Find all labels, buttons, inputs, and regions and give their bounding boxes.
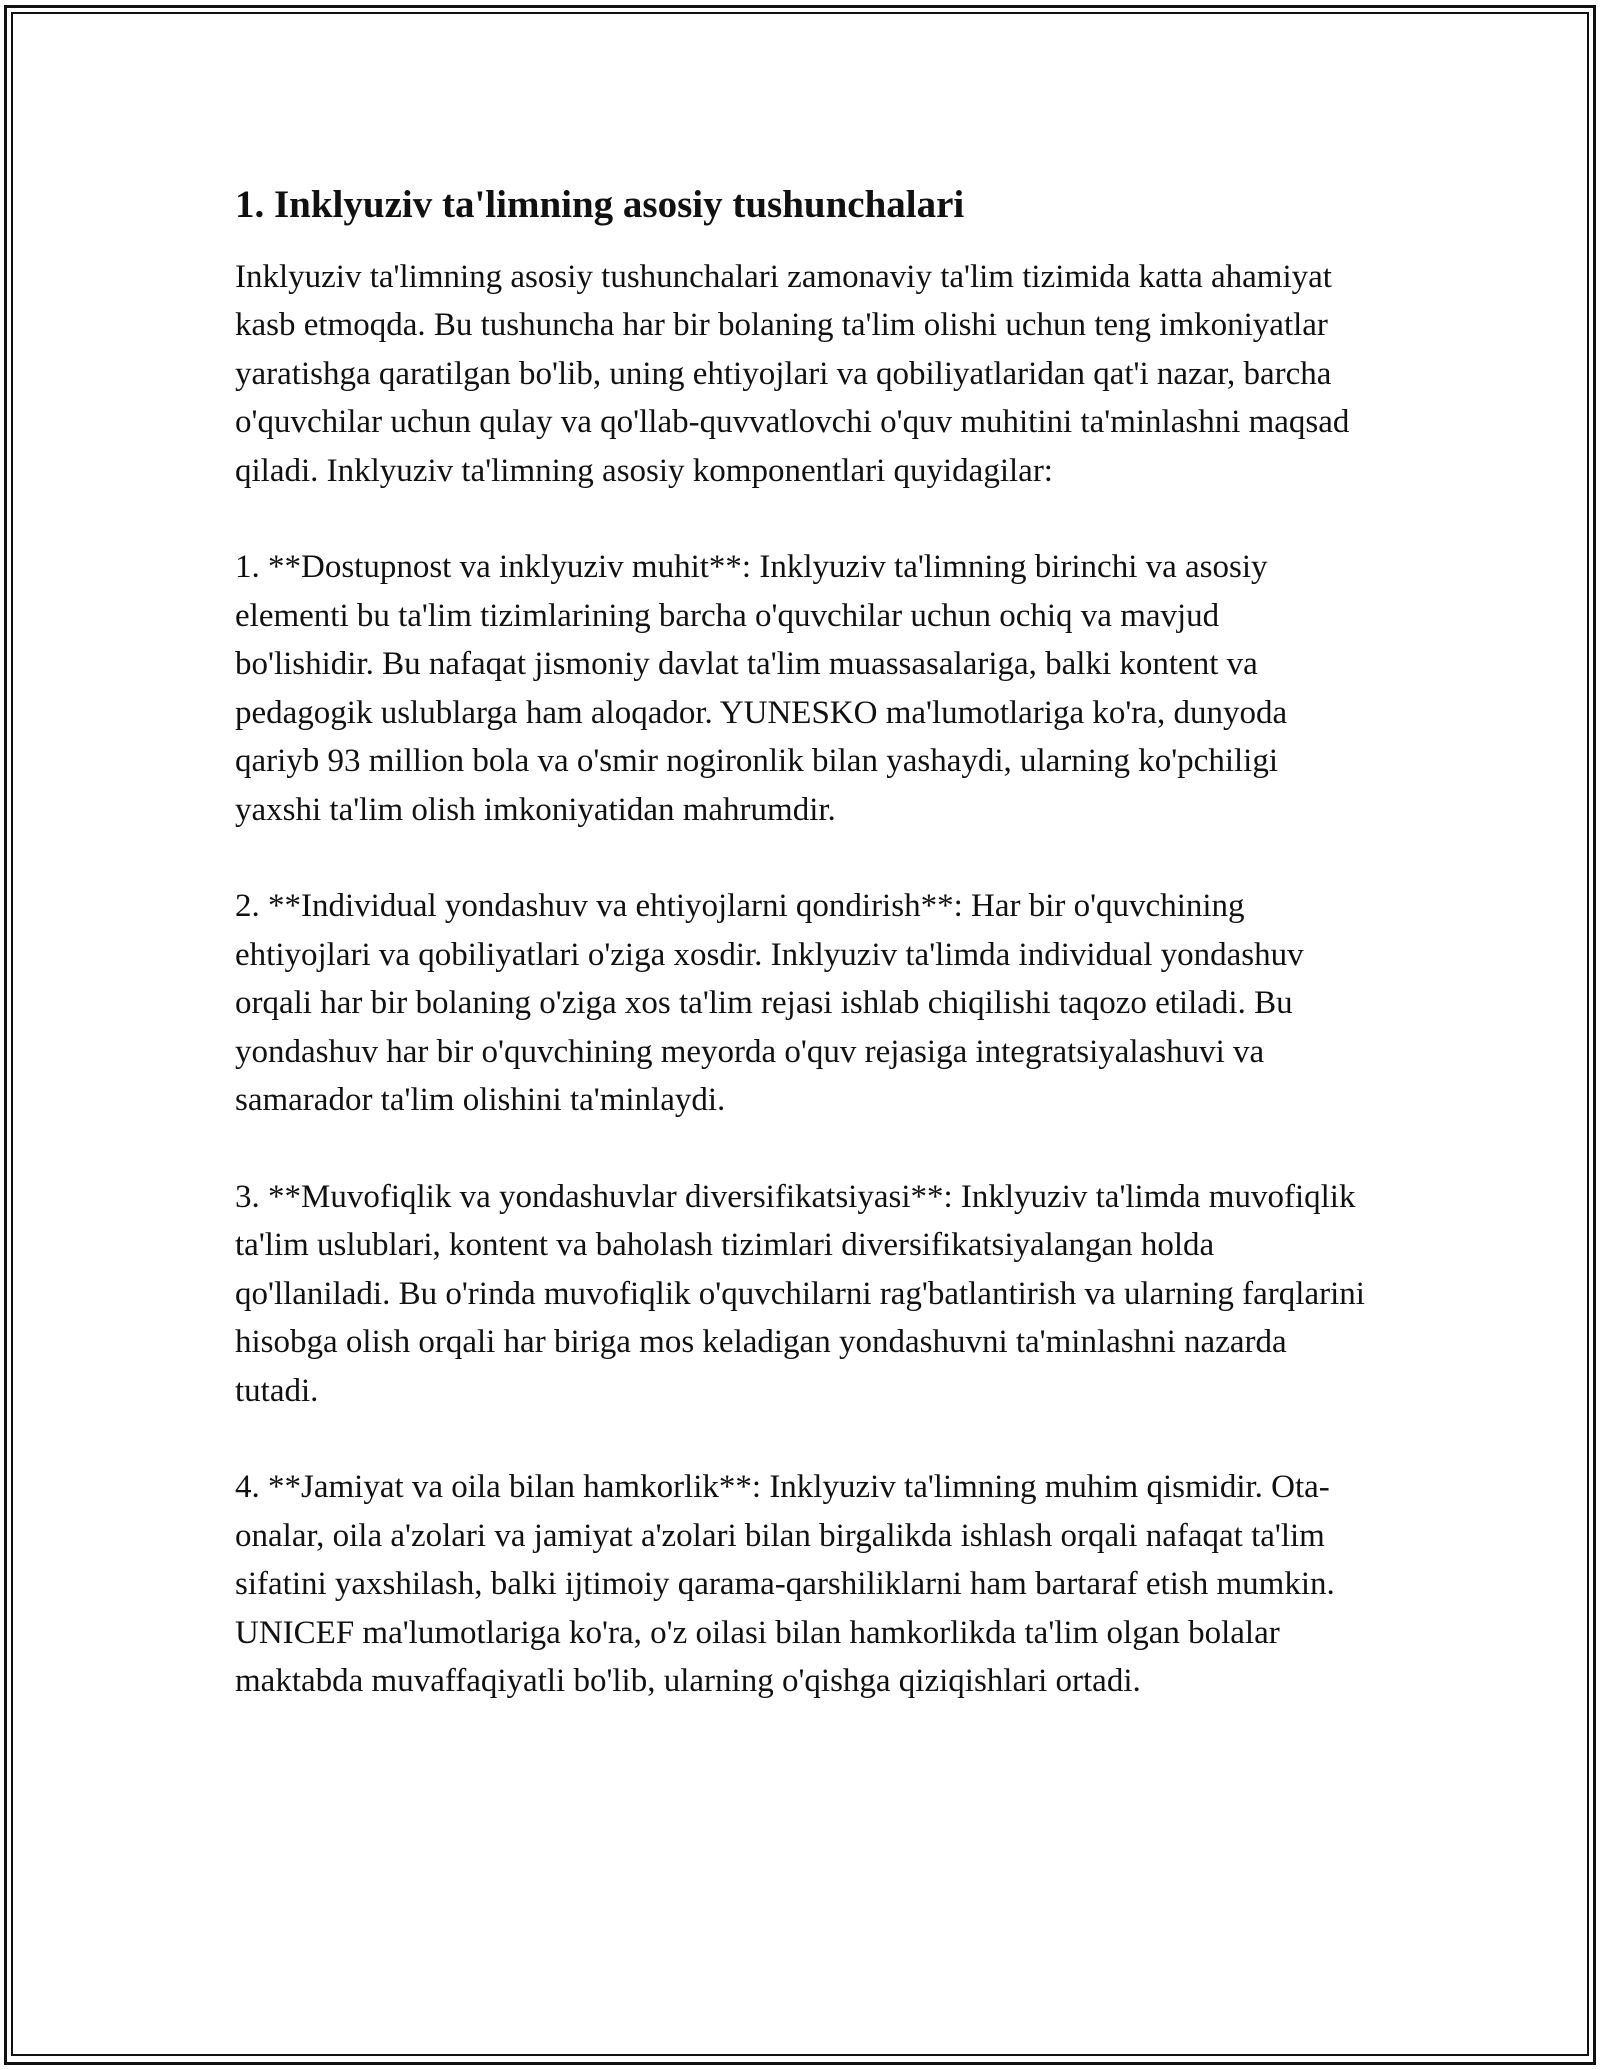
intro-paragraph: Inklyuziv ta'limning asosiy tushunchalari zamonaviy ta'lim tizimida katta ahamiyat kasb etmoqda. Bu tushuncha har bir bolaning ta'lim olishi uchun teng imkoniyatlar yaratishga qaratilgan bo'lib, uning ehtiyojlari va qobiliyatlaridan qat'i nazar, barcha o'quvchilar uchun qulay va qo'llab-quvvatlovchi o'quv muhitini ta'minlashni maqsad qiladi. Inklyuziv ta'limning asosiy komponentlari quyidagilar: xyxy=(235,258,1350,489)
section-title: 1. Inklyuziv ta'limning asosiy tushunchalari xyxy=(235,183,965,226)
item-paragraph-3: 3. **Muvofiqlik va yondashuvlar diversifikatsiyasi**: Inklyuziv ta'limda muvofiqlik ta'lim uslublari, kontent va baholash tizimlari diversifikatsiyalangan holda qo'llaniladi. Bu o'rinda muvofiqlik o'quvchilarni rag'batlantirish va ularning farqlarini hisobga olish orqali har biriga mos keladigan yondashuvni ta'minlashni nazarda tutadi. xyxy=(235,1178,1365,1409)
item-paragraph-1: 1. **Dostupnost va inklyuziv muhit**: Inklyuziv ta'limning birinchi va asosiy elementi bu ta'lim tizimlarining barcha o'quvchilar uchun ochiq va mavjud bo'lishidir. Bu nafaqat jismoniy davlat ta'lim muassasalariga, balki kontent va pedagogik uslublarga ham aloqador. YUNESKO ma'lumotlariga ko'ra, dunyoda qariyb 93 million bola va o'smir nogironlik bilan yashaydi, ularning ko'pchiligi yaxshi ta'lim olish imkoniyatidan mahrumdir. xyxy=(235,549,1288,828)
item-paragraph-4: 4. **Jamiyat va oila bilan hamkorlik**: Inklyuziv ta'limning muhim qismidir. Ota-onalar, oila a'zolari va jamiyat a'zolari bilan birgalikda ishlash orqali nafaqat ta'lim sifatini yaxshilash, balki ijtimoiy qarama-qarshiliklarni ham bartaraf etish mumkin. UNICEF ma'lumotlariga ko'ra, o'z oilasi bilan hamkorlikda ta'lim olgan bolalar maktabda muvaffaqiyatli bo'lib, ularning o'qishga qiziqishlari ortadi. xyxy=(235,1469,1335,1700)
document-page xyxy=(235,180,1365,1754)
item-paragraph-2: 2. **Individual yondashuv va ehtiyojlarni qondirish**: Har bir o'quvchining ehtiyojlari va qobiliyatlari o'ziga xosdir. Inklyuziv ta'limda individual yondashuv orqali har bir bolaning o'ziga xos ta'lim rejasi ishlab chiqilishi taqozo etiladi. Bu yondashuv har bir o'quvchining meyorda o'quv rejasiga integratsiyalashuvi va samarador ta'lim olishini ta'minlaydi. xyxy=(235,888,1304,1119)
